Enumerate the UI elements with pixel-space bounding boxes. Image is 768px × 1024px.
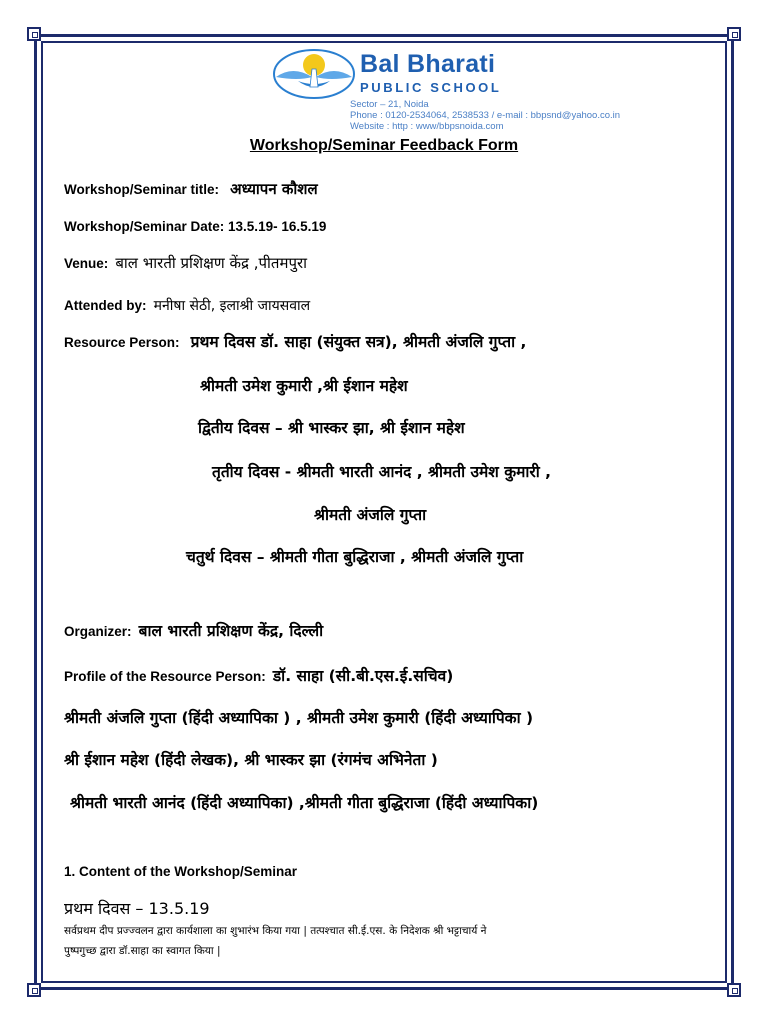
title-value: अध्यापन कौशल	[230, 180, 318, 198]
profile-line-3: श्री ईशान महेश (हिंदी लेखक), श्री भास्कर झा (रंगमंच अभिनेता )	[64, 751, 438, 769]
organizer-row	[64, 619, 323, 641]
venue-label: Venue:	[64, 256, 109, 271]
school-website: Website : http : www/bbpsnoida.com	[350, 121, 504, 132]
profile-line-4: श्रीमती भारती आनंद (हिंदी अध्यापिका) ,श्रीमती गीता बुद्धिराजा (हिंदी अध्यापिका)	[70, 794, 539, 812]
resource-line-5: श्रीमती अंजलि गुप्ता	[314, 506, 427, 524]
resource-line-2: श्रीमती उमेश कुमारी ,श्री ईशान महेश	[200, 377, 408, 395]
corner-ornament	[727, 983, 741, 997]
venue-value: बाल भारती प्रशिक्षण केंद्र ,पीतमपुरा	[115, 254, 307, 272]
profile-label: Profile of the Resource Person:	[64, 669, 266, 684]
profile-value: डॉ. साहा (सी.बी.एस.ई.सचिव)	[272, 667, 454, 685]
resource-row	[64, 330, 526, 352]
corner-ornament	[27, 983, 41, 997]
resource-line-4: तृतीय दिवस - श्रीमती भारती आनंद , श्रीमती उमेश कुमारी ,	[212, 463, 552, 481]
day-title: प्रथम दिवस – 13.5.19	[64, 899, 210, 918]
title-label: Workshop/Seminar title:	[64, 182, 220, 197]
resource-line-6: चतुर्थ दिवस – श्रीमती गीता बुद्धिराजा , श्रीमती अंजलि गुप्ता	[186, 548, 524, 566]
paragraph-line-2: पुष्पगुच्छ द्वारा डॉ.साहा का स्वागत किया |	[64, 945, 221, 957]
venue-row	[64, 253, 307, 273]
form-title: Workshop/Seminar Feedback Form	[249, 137, 519, 154]
paragraph-line-1: सर्वप्रथम दीप प्रज्ज्वलन द्वारा कार्यशाला का शुभारंभ किया गया | तत्पश्चात सी.ई.एस. के निदेशक श्री भट्टाचार्य ने	[64, 925, 487, 937]
school-subtitle: PUBLIC SCHOOL	[360, 80, 502, 95]
school-address: Sector – 21, Noida	[350, 99, 429, 110]
attended-row	[64, 295, 310, 315]
school-logo-icon	[268, 47, 358, 101]
school-name: Bal Bharati	[360, 50, 496, 78]
attended-label: Attended by:	[64, 298, 147, 313]
title-row	[64, 179, 318, 199]
resource-line-1: प्रथम दिवस डॉ. साहा (संयुक्त सत्र), श्रीमती अंजलि गुप्ता ,	[190, 333, 527, 351]
section-heading: 1. Content of the Workshop/Seminar	[64, 864, 298, 879]
organizer-value: बाल भारती प्रशिक्षण केंद्र, दिल्ली	[138, 622, 324, 640]
resource-label: Resource Person:	[64, 335, 180, 350]
profile-line-2: श्रीमती अंजलि गुप्ता (हिंदी अध्यापिका ) , श्रीमती उमेश कुमारी (हिंदी अध्यापिका )	[64, 709, 534, 727]
organizer-label: Organizer:	[64, 624, 132, 639]
resource-line-3: द्वितीय दिवस – श्री भास्कर झा, श्री ईशान महेश	[198, 419, 465, 437]
corner-ornament	[27, 27, 41, 41]
date-row: Workshop/Seminar Date: 13.5.19- 16.5.19	[64, 219, 327, 234]
profile-row	[64, 664, 453, 686]
corner-ornament	[727, 27, 741, 41]
attended-value: मनीषा सेठी, इलाश्री जायसवाल	[153, 298, 311, 314]
school-phone-email: Phone : 0120-2534064, 2538533 / e-mail : bbpsnd@yahoo.co.in	[350, 110, 621, 121]
